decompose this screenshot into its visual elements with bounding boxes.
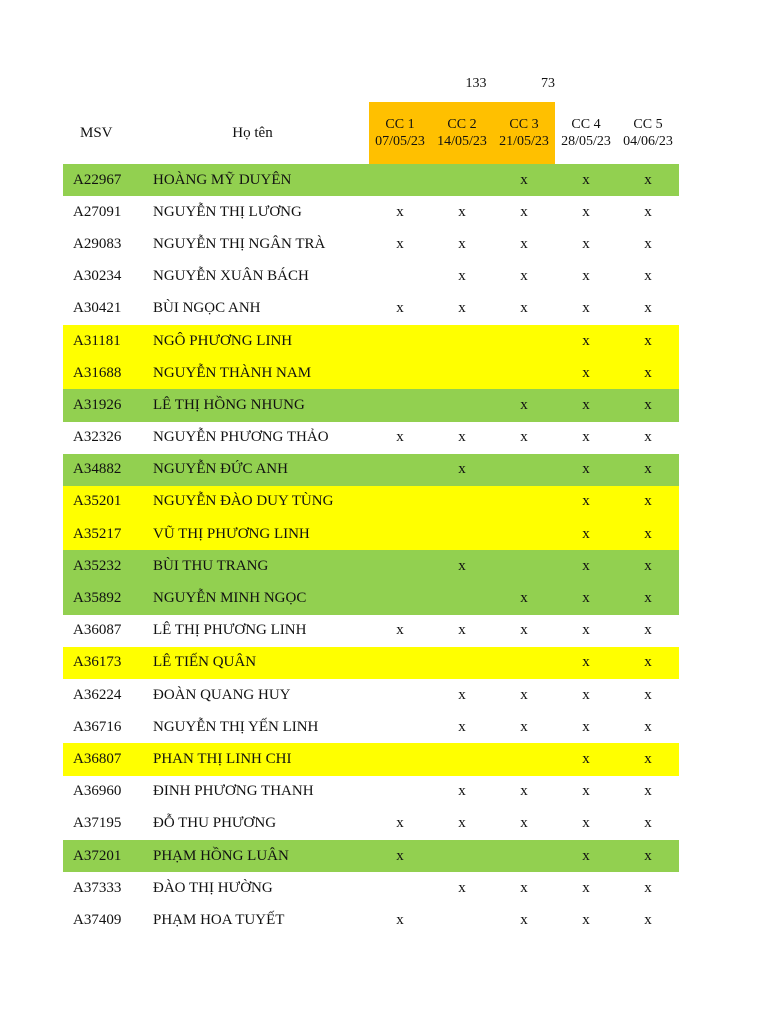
table-row (63, 196, 679, 228)
cell-cc4-mark: x (555, 647, 617, 679)
cell-cc5-mark: x (644, 622, 652, 639)
table-row (63, 679, 679, 711)
table-row (63, 357, 679, 389)
cell-msv: A27091 (73, 203, 122, 220)
cell-msv: A31181 (63, 325, 136, 357)
cell-cc2-mark (431, 357, 493, 389)
cell-cc5-mark: x (617, 325, 679, 357)
cell-msv: A32326 (73, 429, 122, 446)
cell-cc5-mark: x (644, 429, 652, 446)
cell-name: NGUYỄN THỊ YẾN LINH (153, 718, 319, 735)
table-row (63, 776, 679, 808)
cell-cc1-mark (369, 679, 431, 711)
cell-cc4-mark: x (582, 718, 590, 735)
cell-cc1-mark: x (396, 235, 404, 252)
cell-cc5-mark: x (617, 454, 679, 486)
cc-label: CC 3 (509, 117, 539, 132)
cell-cc4-mark: x (555, 582, 617, 614)
cell-msv: A37201 (63, 840, 136, 872)
cell-cc2-mark (431, 647, 493, 679)
table-row (63, 872, 679, 904)
table-row (63, 325, 679, 357)
table-row (63, 647, 679, 679)
cell-cc4-mark: x (582, 911, 590, 928)
cell-cc4-mark: x (582, 300, 590, 317)
cell-cc4-mark: x (582, 268, 590, 285)
table-row (63, 422, 679, 454)
table-row (63, 389, 679, 421)
cell-cc4-mark: x (555, 164, 617, 196)
cell-cc5-mark: x (644, 718, 652, 735)
cell-cc2-mark (431, 325, 493, 357)
cell-cc1-mark (369, 872, 431, 904)
cell-cc3-mark: x (520, 686, 528, 703)
cell-cc3-mark: x (520, 718, 528, 735)
cell-cc5-mark: x (617, 743, 679, 775)
cell-cc1-mark (369, 357, 431, 389)
cell-cc5-mark: x (644, 815, 652, 832)
cell-cc4-mark: x (555, 454, 617, 486)
table-row (63, 228, 679, 260)
cell-cc2-mark: x (458, 783, 466, 800)
cell-name: ĐÀO THỊ HƯỜNG (153, 879, 273, 896)
cell-name: ĐOÀN QUANG HUY (153, 686, 291, 703)
cell-name: LÊ TIẾN QUÂN (136, 647, 369, 679)
cell-cc4-mark: x (582, 686, 590, 703)
cell-cc1-mark (369, 486, 431, 518)
cc-date: 07/05/23 (375, 134, 425, 149)
cell-cc5-mark: x (617, 389, 679, 421)
cell-cc4-mark: x (582, 429, 590, 446)
cell-cc5-mark: x (617, 486, 679, 518)
cell-cc5-mark: x (644, 300, 652, 317)
cell-cc2-mark (431, 840, 493, 872)
attendance-counts (0, 76, 768, 96)
cell-cc2-mark: x (458, 815, 466, 832)
cell-cc4-mark: x (582, 622, 590, 639)
cell-name: ĐỖ THU PHƯƠNG (153, 815, 277, 832)
cell-cc1-mark: x (396, 300, 404, 317)
table-row (63, 261, 679, 293)
cell-cc3-mark: x (520, 268, 528, 285)
table-header (63, 102, 679, 164)
cell-cc4-mark: x (555, 550, 617, 582)
table-row (63, 164, 679, 196)
cell-cc4-mark: x (582, 879, 590, 896)
cell-cc1-mark (369, 743, 431, 775)
cell-cc3-mark: x (520, 622, 528, 639)
cell-msv: A36173 (63, 647, 136, 679)
cell-name: NGUYỄN THỊ NGÂN TRÀ (153, 235, 326, 252)
cell-name: BÙI THU TRANG (136, 550, 369, 582)
cell-cc5-mark: x (617, 582, 679, 614)
table-row (63, 454, 679, 486)
cell-msv: A36087 (73, 622, 122, 639)
cell-msv: A37409 (73, 911, 122, 928)
cell-cc1-mark (369, 582, 431, 614)
cell-name: BÙI NGỌC ANH (153, 300, 261, 317)
cell-cc3-mark: x (493, 389, 555, 421)
header-cc-2 (431, 102, 493, 164)
cell-cc2-mark: x (458, 429, 466, 446)
table-row (63, 550, 679, 582)
cc-label: CC 2 (447, 117, 477, 132)
cell-msv: A31688 (63, 357, 136, 389)
cell-cc2-mark: x (458, 718, 466, 735)
cell-cc1-mark: x (396, 815, 404, 832)
cell-cc2-mark (431, 582, 493, 614)
cell-msv: A22967 (63, 164, 136, 196)
cell-msv: A36807 (63, 743, 136, 775)
cell-name: LÊ THỊ PHƯƠNG LINH (153, 622, 307, 639)
cell-cc5-mark: x (644, 686, 652, 703)
cell-cc4-mark: x (555, 325, 617, 357)
cell-cc5-mark: x (644, 268, 652, 285)
cell-msv: A35232 (63, 550, 136, 582)
cell-cc3-mark: x (520, 429, 528, 446)
cell-name: NGUYỄN ĐÀO DUY TÙNG (136, 486, 369, 518)
attendance-table (63, 102, 679, 937)
cell-cc5-mark: x (644, 783, 652, 800)
cell-name: NGUYỄN XUÂN BÁCH (153, 268, 309, 285)
table-row (63, 711, 679, 743)
cell-msv: A30421 (73, 300, 122, 317)
cell-name: NGUYỄN PHƯƠNG THẢO (153, 429, 329, 446)
cell-cc1-mark (369, 164, 431, 196)
cell-msv: A35201 (63, 486, 136, 518)
table-row (63, 486, 679, 518)
table-row (63, 743, 679, 775)
cc-label: CC 5 (633, 117, 663, 132)
cell-cc1-mark (369, 647, 431, 679)
cell-cc3-mark (493, 486, 555, 518)
header-name: Họ tên (232, 124, 273, 141)
table-row (63, 840, 679, 872)
cell-cc5-mark: x (617, 357, 679, 389)
cell-cc3-mark (493, 518, 555, 550)
cell-name: VŨ THỊ PHƯƠNG LINH (136, 518, 369, 550)
cell-cc5-mark: x (617, 518, 679, 550)
cell-msv: A37195 (73, 815, 122, 832)
cell-msv: A35217 (63, 518, 136, 550)
cell-cc3-mark: x (520, 235, 528, 252)
cell-cc4-mark: x (582, 235, 590, 252)
cell-cc3-mark: x (520, 300, 528, 317)
cell-cc4-mark: x (582, 203, 590, 220)
cell-cc3-mark: x (520, 783, 528, 800)
table-row (63, 615, 679, 647)
cell-cc2-mark: x (458, 879, 466, 896)
cell-cc4-mark: x (582, 815, 590, 832)
cell-cc5-mark: x (617, 647, 679, 679)
cell-cc3-mark (493, 743, 555, 775)
cell-cc4-mark: x (555, 357, 617, 389)
cell-cc2-mark (431, 518, 493, 550)
cell-cc1-mark: x (396, 622, 404, 639)
table-row (63, 808, 679, 840)
header-cc-3 (493, 102, 555, 164)
cc-label: CC 4 (571, 117, 601, 132)
cell-cc3-mark: x (493, 582, 555, 614)
cell-msv: A36224 (73, 686, 122, 703)
cell-cc3-mark: x (493, 164, 555, 196)
cc-date: 14/05/23 (437, 134, 487, 149)
cell-cc3-mark: x (520, 815, 528, 832)
cell-cc1-mark (369, 261, 431, 293)
cell-cc1-mark: x (396, 429, 404, 446)
cell-cc1-mark: x (396, 203, 404, 220)
cell-name: PHAN THỊ LINH CHI (136, 743, 369, 775)
cell-cc1-mark: x (369, 840, 431, 872)
cell-msv: A30234 (73, 268, 122, 285)
cell-cc2-mark: x (458, 686, 466, 703)
cell-name: ĐINH PHƯƠNG THANH (153, 783, 314, 800)
cc-date: 21/05/23 (499, 134, 549, 149)
cell-cc4-mark: x (555, 518, 617, 550)
cell-name: NGÔ PHƯƠNG LINH (136, 325, 369, 357)
header-cc-5 (617, 102, 679, 164)
cell-cc4-mark: x (555, 840, 617, 872)
header-cc-4 (555, 102, 617, 164)
cell-name: HOÀNG MỸ DUYÊN (136, 164, 369, 196)
cell-cc2-mark: x (458, 622, 466, 639)
cell-cc1-mark (369, 776, 431, 808)
cell-cc5-mark: x (644, 879, 652, 896)
cell-msv: A35892 (63, 582, 136, 614)
cell-cc3-mark (493, 454, 555, 486)
cell-cc1-mark (369, 454, 431, 486)
table-row (63, 518, 679, 550)
cell-cc3-mark: x (520, 203, 528, 220)
cell-msv: A37333 (73, 879, 122, 896)
table-row (63, 582, 679, 614)
cell-cc3-mark (493, 647, 555, 679)
cell-cc3-mark (493, 325, 555, 357)
header-msv: MSV (80, 124, 113, 141)
header-cc-1 (369, 102, 431, 164)
cell-cc2-mark (431, 164, 493, 196)
cell-cc1-mark (369, 389, 431, 421)
cell-cc2-mark: x (458, 235, 466, 252)
cell-cc3-mark (493, 357, 555, 389)
cell-cc5-mark: x (617, 550, 679, 582)
table-body (63, 164, 679, 937)
cell-cc3-mark (493, 550, 555, 582)
cell-msv: A31926 (63, 389, 136, 421)
cell-cc5-mark: x (644, 911, 652, 928)
cell-name: NGUYỄN MINH NGỌC (136, 582, 369, 614)
cell-cc5-mark: x (644, 203, 652, 220)
cell-cc2-mark (431, 904, 493, 936)
cell-cc5-mark: x (617, 840, 679, 872)
cell-cc4-mark: x (555, 486, 617, 518)
cell-cc1-mark: x (396, 911, 404, 928)
cell-cc2-mark: x (431, 454, 493, 486)
cc3-count: 73 (541, 76, 555, 91)
cell-cc2-mark: x (458, 203, 466, 220)
cell-msv: A36960 (73, 783, 122, 800)
table-row (63, 904, 679, 936)
cell-cc1-mark (369, 518, 431, 550)
cell-cc2-mark (431, 743, 493, 775)
cell-msv: A29083 (73, 235, 122, 252)
cell-cc4-mark: x (555, 389, 617, 421)
cell-cc5-mark: x (644, 235, 652, 252)
cell-cc3-mark: x (520, 879, 528, 896)
cell-name: NGUYỄN ĐỨC ANH (136, 454, 369, 486)
cell-msv: A34882 (63, 454, 136, 486)
cc-label: CC 1 (385, 117, 415, 132)
cell-cc2-mark (431, 486, 493, 518)
cell-cc1-mark (369, 711, 431, 743)
cell-cc1-mark (369, 325, 431, 357)
cell-cc2-mark: x (458, 268, 466, 285)
cell-name: NGUYỄN THÀNH NAM (136, 357, 369, 389)
cc-date: 04/06/23 (623, 134, 673, 149)
cell-cc3-mark (493, 840, 555, 872)
cell-cc2-mark: x (458, 300, 466, 317)
cc-date: 28/05/23 (561, 134, 611, 149)
cell-cc2-mark (431, 389, 493, 421)
cell-cc4-mark: x (582, 783, 590, 800)
cell-msv: A36716 (73, 718, 122, 735)
cell-cc5-mark: x (617, 164, 679, 196)
cell-cc2-mark: x (431, 550, 493, 582)
cell-name: PHẠM HỒNG LUÂN (136, 840, 369, 872)
cc2-count: 133 (465, 76, 487, 91)
table-row (63, 293, 679, 325)
cell-name: PHẠM HOA TUYẾT (153, 911, 285, 928)
cell-name: NGUYỄN THỊ LƯƠNG (153, 203, 302, 220)
cell-name: LÊ THỊ HỒNG NHUNG (136, 389, 369, 421)
cell-cc3-mark: x (520, 911, 528, 928)
cell-cc4-mark: x (555, 743, 617, 775)
cell-cc1-mark (369, 550, 431, 582)
